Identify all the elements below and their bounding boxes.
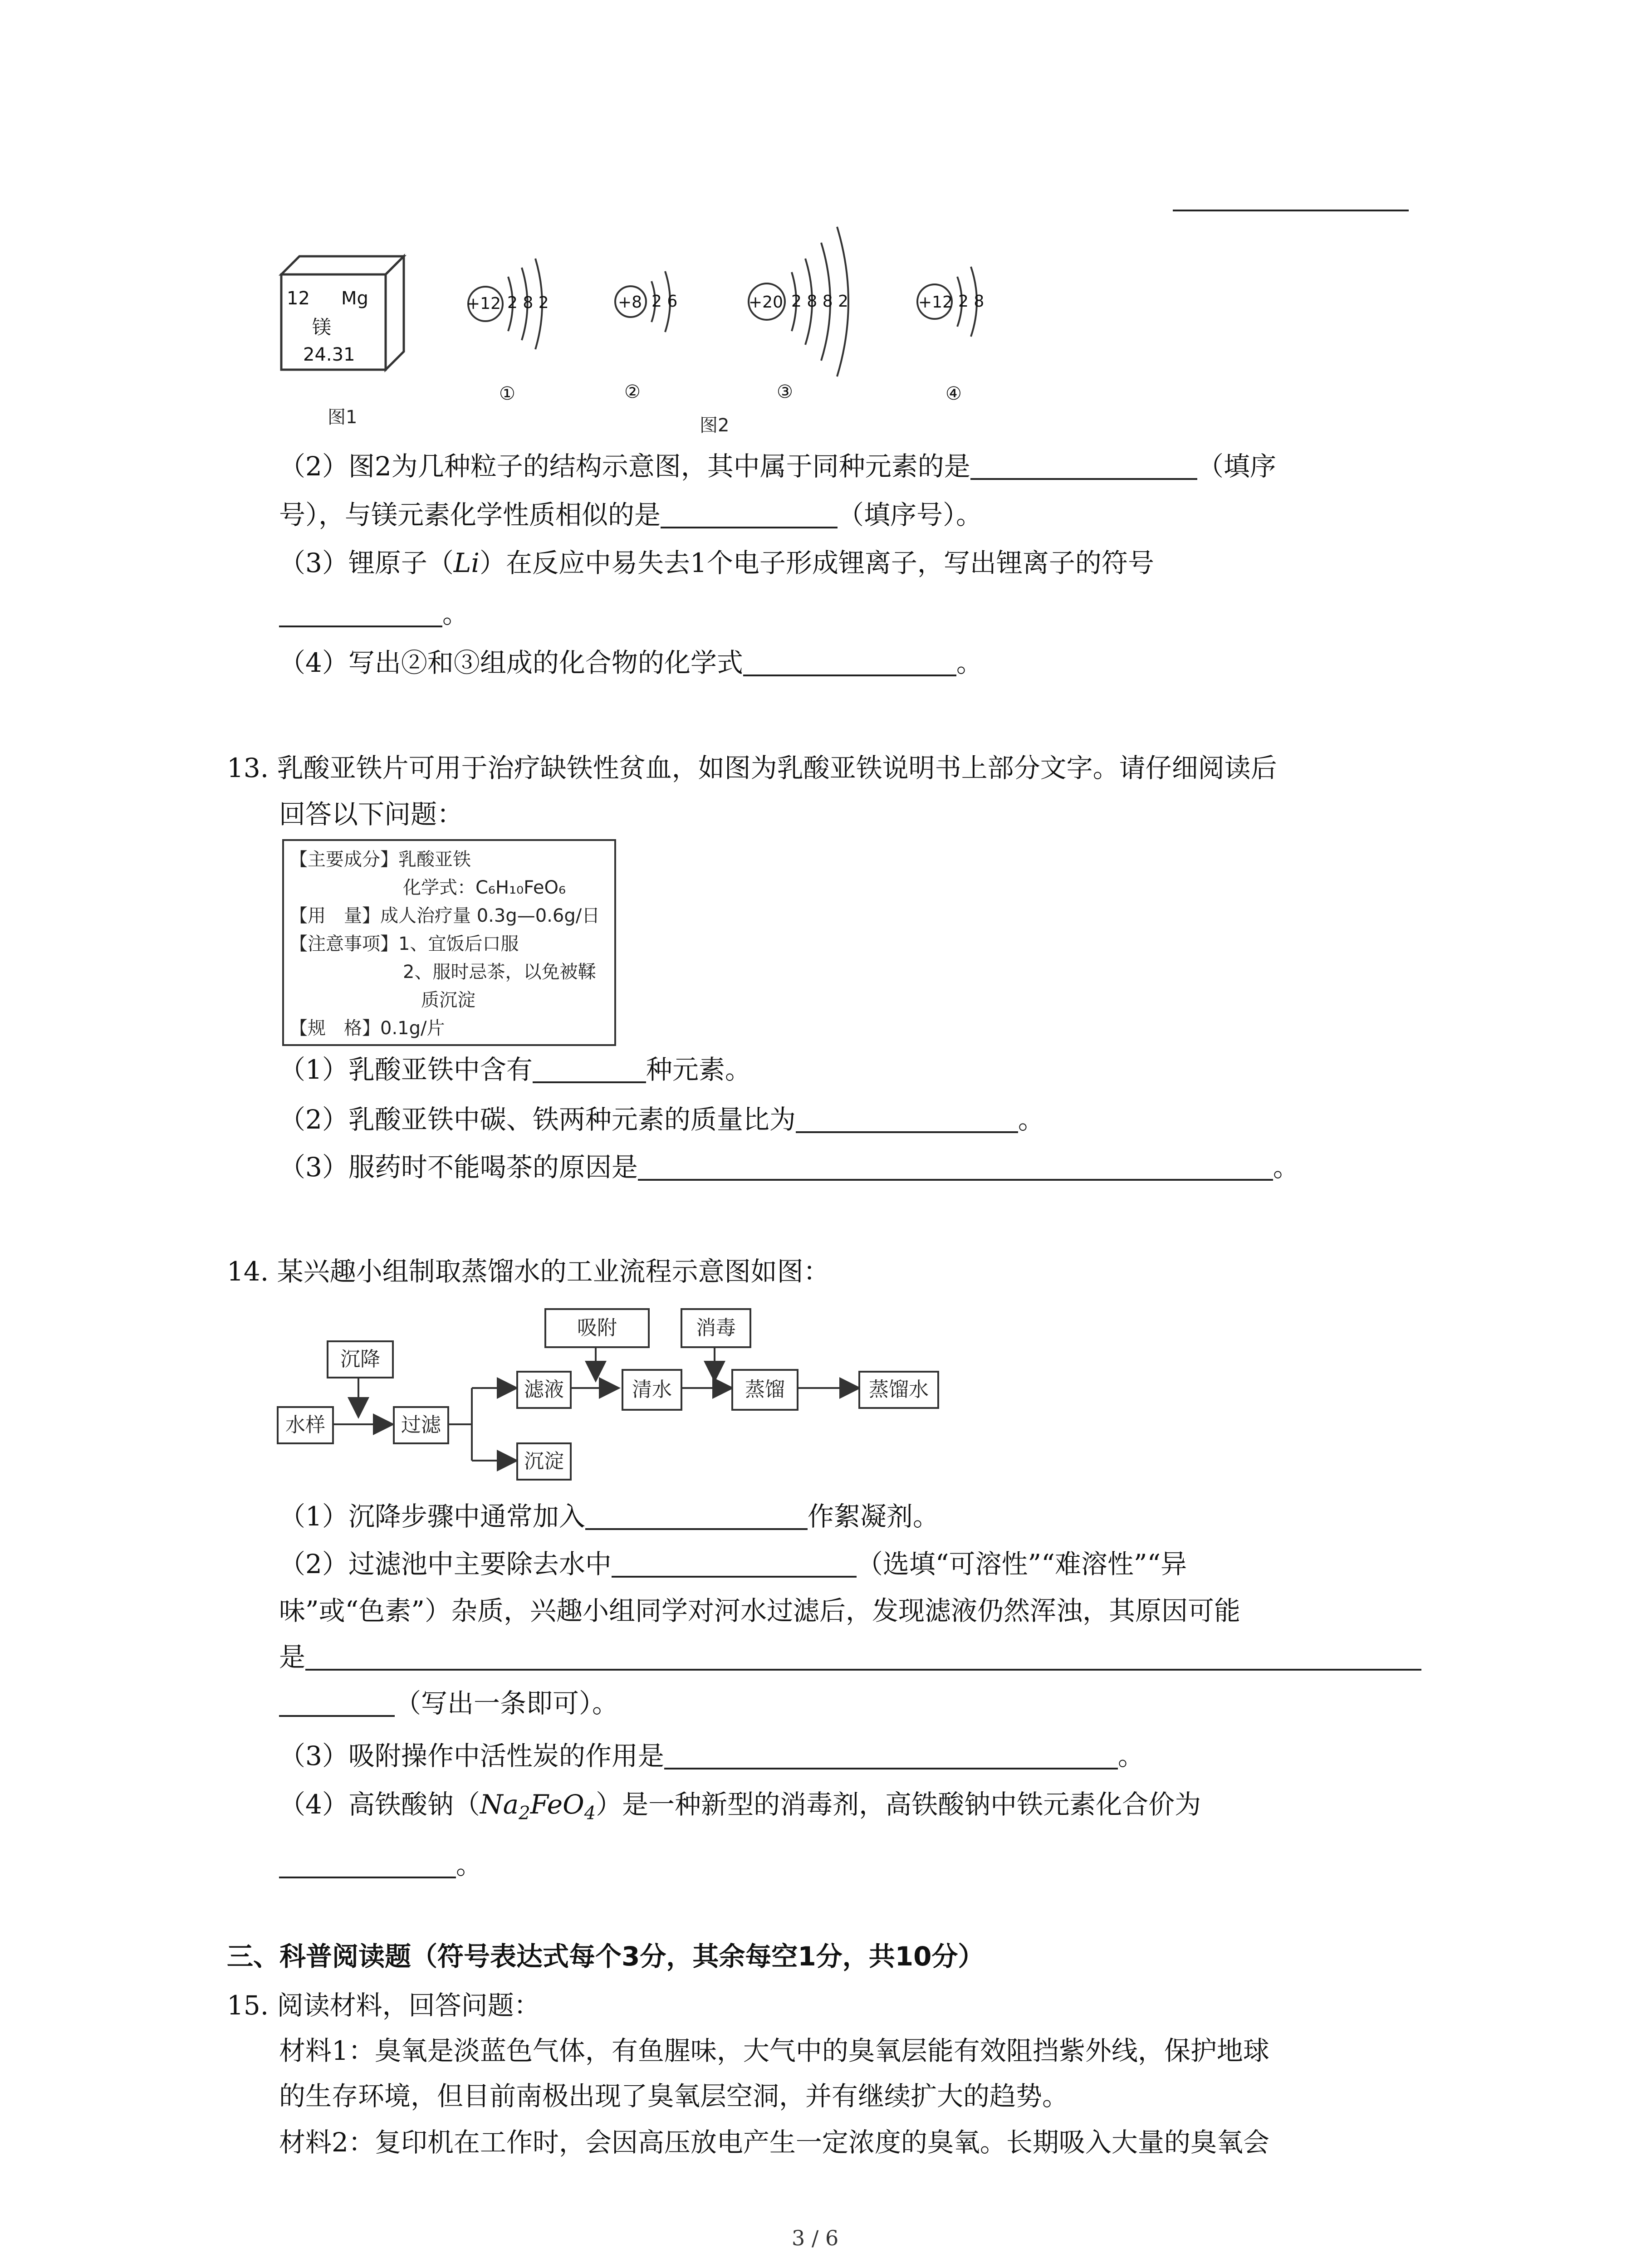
particle-2-shells: 2 6 [652, 292, 678, 311]
q13-p1-blank[interactable] [533, 1055, 646, 1083]
instr-line-2: 化学式：C₆H₁₀FeO₆ [403, 877, 566, 898]
q14-part2-line3: 是 [279, 1637, 1421, 1677]
particle-3-label: ③ [777, 381, 793, 402]
q12-p3-blank[interactable] [279, 599, 442, 627]
q14-part4-line2: 。 [279, 1845, 482, 1885]
q14-part2-line4: （写出一条即可）。 [279, 1684, 618, 1723]
q13-stem-line1: 13. 乳酸亚铁片可用于治疗缺铁性贫血，如图为乳酸亚铁说明书上部分文字。请仔细阅读后 [227, 753, 1277, 783]
q14-part3: （3）吸附操作中活性炭的作用是 。 [279, 1740, 1144, 1771]
fig1-atomic-number: 12 [287, 288, 310, 309]
flow-sample: 水样 [277, 1406, 334, 1444]
q14-p1-blank[interactable] [585, 1502, 808, 1530]
flow-disinfect: 消毒 [681, 1308, 751, 1348]
q12-p4-blank[interactable] [743, 648, 956, 676]
q14-part2-line2: 味”或“色素”）杂质，兴趣小组同学对河水过滤后，发现滤液仍然浑浊，其原因可能 [279, 1595, 1240, 1626]
instr-line-1: 【主要成分】乳酸亚铁 [289, 849, 471, 870]
q13-part2: （2）乳酸亚铁中碳、铁两种元素的质量比为 。 [279, 1104, 1044, 1135]
q15-material1-line1: 材料1：臭氧是淡蓝色气体，有鱼腥味，大气中的臭氧层能有效阻挡紫外线，保护地球 [279, 2035, 1269, 2066]
flow-precipitate: 沉淀 [516, 1442, 572, 1481]
particle-1-shells: 2 8 2 [507, 293, 549, 312]
flow-clear-water: 清水 [622, 1369, 682, 1411]
particle-2-label: ② [624, 381, 641, 402]
fig2-caption: 图2 [700, 415, 730, 436]
instr-line-5: 2、服时忌茶，以免被鞣 [403, 962, 596, 982]
q14-p3-blank[interactable] [664, 1741, 1118, 1769]
q15-material1-line2: 的生存环境，但目前南极出现了臭氧层空洞，并有继续扩大的趋势。 [279, 2081, 1069, 2112]
section3-heading: 三、科普阅读题（符号表达式每个3分，其余每空1分，共10分） [227, 1941, 985, 1972]
particle-2-nucleus: +8 [618, 293, 642, 312]
q12-part2-line1: （2）图2为几种粒子的结构示意图，其中属于同种元素的是 （填序 [279, 451, 1276, 482]
q13-instruction-box [282, 839, 616, 1046]
q14-part2-line1: （2）过滤池中主要除去水中 （选填“可溶性”“难溶性”“异 [279, 1549, 1187, 1579]
q12-part2-line2: 号），与镁元素化学性质相似的是 （填序号）。 [279, 499, 983, 530]
particle-3-shells: 2 8 8 2 [791, 292, 848, 311]
q12-part4: （4）写出②和③组成的化合物的化学式 。 [279, 647, 983, 678]
instr-line-6: 质沉淀 [421, 990, 475, 1011]
q12-part3-line1: （3）锂原子（Li）在反应中易失去1个电子形成锂离子，写出锂离子的符号 [279, 547, 1154, 578]
particle-4-nucleus: +12 [918, 293, 953, 312]
particle-3-nucleus: +20 [749, 293, 783, 312]
q13-part3: （3）服药时不能喝茶的原因是 。 [279, 1152, 1299, 1183]
q14-p2-blank2[interactable] [305, 1642, 1421, 1671]
q14-p2-blank3[interactable] [279, 1689, 395, 1717]
q12-part3-line2: 。 [279, 594, 469, 634]
q14-p2-blank1[interactable] [612, 1549, 857, 1578]
fig1-symbol: Mg [341, 288, 368, 309]
fig1-element-name: 镁 [312, 316, 332, 338]
fig1-atomic-mass: 24.31 [303, 344, 355, 365]
particle-1-nucleus: +12 [466, 294, 501, 313]
particle-1-label: ① [499, 383, 515, 404]
q13-stem-line2: 回答以下问题： [279, 799, 464, 830]
q13-part1: （1）乳酸亚铁中含有 种元素。 [279, 1054, 751, 1085]
page-number: 3 / 6 [792, 2226, 839, 2250]
flow-distilled-water: 蒸馏水 [858, 1371, 939, 1409]
instr-line-3: 【用 量】成人治疗量 0.3g—0.6g/日 [289, 905, 600, 926]
q13-p3-blank[interactable] [638, 1153, 1273, 1181]
q14-part4-line1: （4）高铁酸钠$(Na_2FeO_4)$是一种新型的消毒剂，高铁酸钠中铁元素化合价为 [279, 1789, 1201, 1824]
q12-p2-blank2[interactable] [661, 500, 838, 528]
flow-filter: 过滤 [393, 1406, 449, 1444]
particle-4-shells: 2 8 [958, 292, 985, 311]
q12-p2-blank1[interactable] [970, 452, 1197, 480]
flow-adsorb: 吸附 [544, 1308, 650, 1348]
instr-line-7: 【规 格】0.1g/片 [289, 1018, 445, 1039]
q13-p2-blank[interactable] [796, 1105, 1018, 1133]
q14-p4-blank[interactable] [279, 1850, 456, 1878]
instr-line-4: 【注意事项】1、宜饭后口服 [289, 934, 519, 954]
answer-blank-top[interactable] [1173, 210, 1409, 211]
particle-4-label: ④ [945, 383, 962, 404]
q15-stem: 15. 阅读材料，回答问题： [227, 1990, 540, 2021]
q14-part1: （1）沉降步骤中通常加入 作絮凝剂。 [279, 1501, 939, 1532]
q14-stem: 14. 某兴趣小组制取蒸馏水的工业流程示意图如图： [227, 1256, 830, 1287]
q15-material2-line1: 材料2：复印机在工作时，会因高压放电产生一定浓度的臭氧。长期吸入大量的臭氧会 [279, 2127, 1269, 2158]
flow-filtrate: 滤液 [516, 1371, 572, 1409]
fig1-caption: 图1 [328, 407, 358, 428]
flow-settle: 沉降 [327, 1340, 394, 1378]
flow-distill: 蒸馏 [731, 1369, 798, 1411]
